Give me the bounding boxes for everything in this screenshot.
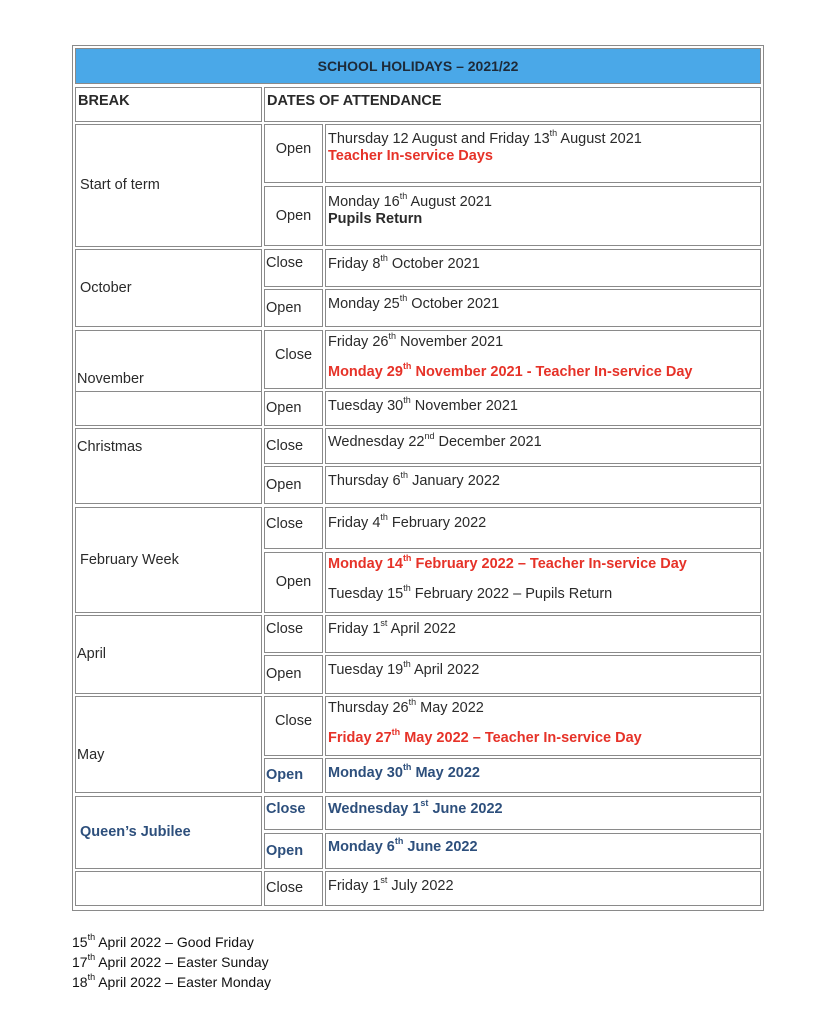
dates-cell: Monday 16th August 2021 Pupils Return <box>325 186 761 246</box>
header-break: BREAK <box>75 87 262 122</box>
status-cell: Open <box>264 124 323 183</box>
header-dates: DATES OF ATTENDANCE <box>264 87 761 122</box>
dates-cell: Friday 26th November 2021 Monday 29th November 2021 - Teacher In-service Day <box>325 330 761 389</box>
dates-cell: Friday 1st July 2022 <box>325 871 761 906</box>
status-cell: Close <box>264 696 323 756</box>
dates-cell: Monday 30th May 2022 <box>325 758 761 793</box>
status-cell: Open <box>264 552 323 613</box>
status-cell: Open <box>264 655 323 694</box>
dates-cell: Thursday 12 August and Friday 13th August 2021 Teacher In-service Days <box>325 124 761 183</box>
label-may: May <box>75 696 262 793</box>
footnotes <box>72 932 271 992</box>
table-title: SCHOOL HOLIDAYS – 2021/22 <box>75 48 761 84</box>
label-february-week: February Week <box>75 507 262 613</box>
label-christmas: Christmas <box>75 428 262 504</box>
status-cell: Open <box>264 758 323 793</box>
footnote: 17th April 2022 – Easter Sunday <box>72 952 269 970</box>
label-empty-2 <box>75 871 262 906</box>
dates-cell: Monday 25th October 2021 <box>325 289 761 327</box>
dates-cell: Friday 8th October 2021 <box>325 249 761 287</box>
dates-cell: Monday 6th June 2022 <box>325 833 761 869</box>
status-cell: Open <box>264 466 323 504</box>
label-november: November <box>75 330 262 410</box>
dates-cell: Tuesday 19th April 2022 <box>325 655 761 694</box>
status-cell: Close <box>264 796 323 830</box>
label-start-of-term: Start of term <box>75 124 262 247</box>
dates-cell: Thursday 6th January 2022 <box>325 466 761 504</box>
dates-cell: Wednesday 22nd December 2021 <box>325 428 761 464</box>
status-cell: Open <box>264 833 323 869</box>
status-cell: Close <box>264 330 323 389</box>
status-cell: Open <box>264 186 323 246</box>
status-cell: Close <box>264 871 323 906</box>
status-cell: Close <box>264 615 323 653</box>
status-cell: Open <box>264 391 323 426</box>
label-april: April <box>75 615 262 694</box>
status-cell: Close <box>264 507 323 549</box>
dates-cell: Friday 4th February 2022 <box>325 507 761 549</box>
footnote: 18th April 2022 – Easter Monday <box>72 972 271 990</box>
status-cell: Open <box>264 289 323 327</box>
dates-cell: Monday 14th February 2022 – Teacher In-service Day Tuesday 15th February 2022 – Pupils Return <box>325 552 761 613</box>
status-cell: Close <box>264 249 323 287</box>
footnote: 15th April 2022 – Good Friday <box>72 932 254 950</box>
label-october: October <box>75 249 262 327</box>
label-queens-jubilee: Queen’s Jubilee <box>75 796 262 869</box>
dates-cell: Thursday 26th May 2022 Friday 27th May 2022 – Teacher In-service Day <box>325 696 761 756</box>
status-cell: Close <box>264 428 323 464</box>
dates-cell: Wednesday 1st June 2022 <box>325 796 761 830</box>
dates-cell: Friday 1st April 2022 <box>325 615 761 653</box>
label-empty-1 <box>75 391 262 426</box>
dates-cell: Tuesday 30th November 2021 <box>325 391 761 426</box>
